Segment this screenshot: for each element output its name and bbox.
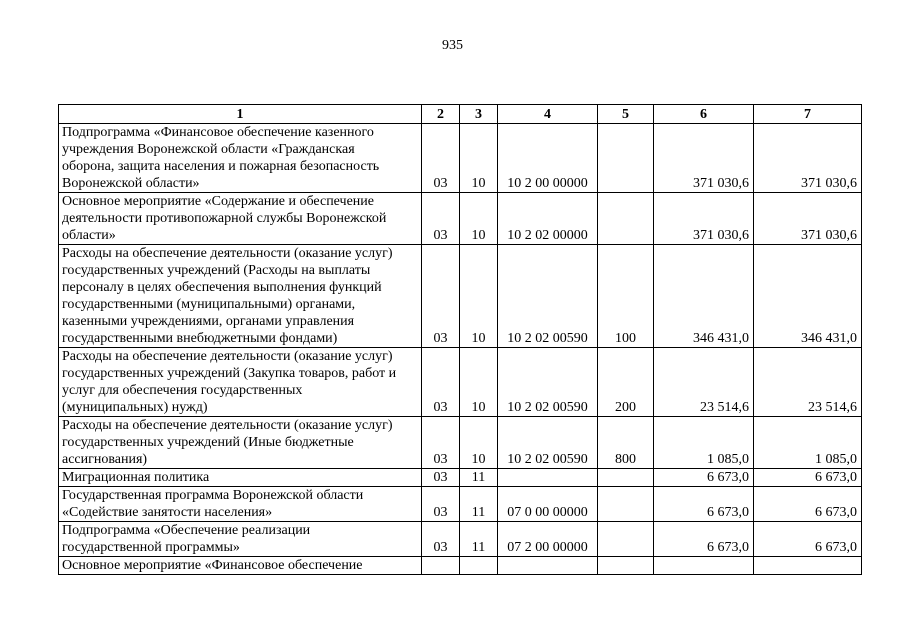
row-target-article: 07 0 00 00000 [498,487,598,522]
row-expense-type [598,487,654,522]
row-expense-type: 100 [598,245,654,348]
row-target-article: 10 2 02 00590 [498,245,598,348]
row-target-article: 10 2 02 00590 [498,348,598,417]
row-section: 03 [422,487,460,522]
row-target-article: 07 2 00 00000 [498,522,598,557]
row-subsection: 10 [460,245,498,348]
column-header-6: 6 [654,105,754,124]
row-expense-type [598,193,654,245]
row-amount-7: 371 030,6 [754,124,862,193]
table-row [59,348,862,417]
row-expense-type [598,124,654,193]
table-row [59,487,862,522]
row-amount-7: 346 431,0 [754,245,862,348]
row-amount-7: 6 673,0 [754,522,862,557]
row-subsection: 11 [460,487,498,522]
row-section: 03 [422,417,460,469]
header-row [59,105,862,124]
row-target-article [498,469,598,487]
row-amount-6: 6 673,0 [654,487,754,522]
row-expense-type [598,469,654,487]
row-section: 03 [422,193,460,245]
row-target-article: 10 2 00 00000 [498,124,598,193]
row-amount-7: 1 085,0 [754,417,862,469]
row-description: Расходы на обеспечение деятельности (оказание услуг) государственных учреждений (Закупка товаров, работ и услуг для обеспечения государственных (муниципальных) нужд) [59,348,422,417]
row-amount-6 [654,557,754,575]
row-description: Миграционная политика [59,469,422,487]
row-subsection [460,557,498,575]
page-number: 935 [442,38,463,53]
row-amount-7: 23 514,6 [754,348,862,417]
row-section [422,557,460,575]
row-description: Государственная программа Воронежской области «Содействие занятости населения» [59,487,422,522]
row-section: 03 [422,124,460,193]
table-row [59,124,862,193]
row-expense-type: 800 [598,417,654,469]
row-subsection: 10 [460,348,498,417]
row-expense-type [598,557,654,575]
row-amount-6: 6 673,0 [654,469,754,487]
row-expense-type: 200 [598,348,654,417]
table-row [59,245,862,348]
table-row [59,417,862,469]
row-description: Подпрограмма «Обеспечение реализации государственной программы» [59,522,422,557]
row-section: 03 [422,245,460,348]
row-amount-6: 23 514,6 [654,348,754,417]
row-description: Основное мероприятие «Содержание и обеспечение деятельности противопожарной службы Воронежской области» [59,193,422,245]
column-header-2: 2 [422,105,460,124]
row-amount-7: 6 673,0 [754,469,862,487]
row-target-article: 10 2 02 00590 [498,417,598,469]
column-header-3: 3 [460,105,498,124]
row-section: 03 [422,469,460,487]
row-amount-6: 371 030,6 [654,124,754,193]
row-expense-type [598,522,654,557]
row-amount-6: 1 085,0 [654,417,754,469]
row-amount-6: 371 030,6 [654,193,754,245]
row-amount-6: 346 431,0 [654,245,754,348]
row-description: Подпрограмма «Финансовое обеспечение казенного учреждения Воронежской области «Гражданская оборона, защита населения и пожарная безопасность Воронежской области» [59,124,422,193]
budget-table [58,104,862,575]
row-subsection: 10 [460,417,498,469]
row-target-article [498,557,598,575]
row-subsection: 10 [460,124,498,193]
row-section: 03 [422,522,460,557]
column-header-7: 7 [754,105,862,124]
column-header-5: 5 [598,105,654,124]
row-description: Основное мероприятие «Финансовое обеспечение [59,557,422,575]
column-header-1: 1 [59,105,422,124]
row-subsection: 10 [460,193,498,245]
row-amount-7 [754,557,862,575]
table-row [59,193,862,245]
row-description: Расходы на обеспечение деятельности (оказание услуг) государственных учреждений (Иные бюджетные ассигнования) [59,417,422,469]
row-section: 03 [422,348,460,417]
row-amount-6: 6 673,0 [654,522,754,557]
row-target-article: 10 2 02 00000 [498,193,598,245]
table-row [59,557,862,575]
row-amount-7: 371 030,6 [754,193,862,245]
row-subsection: 11 [460,469,498,487]
table-row [59,522,862,557]
column-header-4: 4 [498,105,598,124]
row-subsection: 11 [460,522,498,557]
row-description: Расходы на обеспечение деятельности (оказание услуг) государственных учреждений (Расходы на выплаты персоналу в целях обеспечения выполнения функций государственными (муниципальными) органами, казенными учреждениями, органами управления государственными внебюджетными фондами) [59,245,422,348]
table-row [59,469,862,487]
row-amount-7: 6 673,0 [754,487,862,522]
